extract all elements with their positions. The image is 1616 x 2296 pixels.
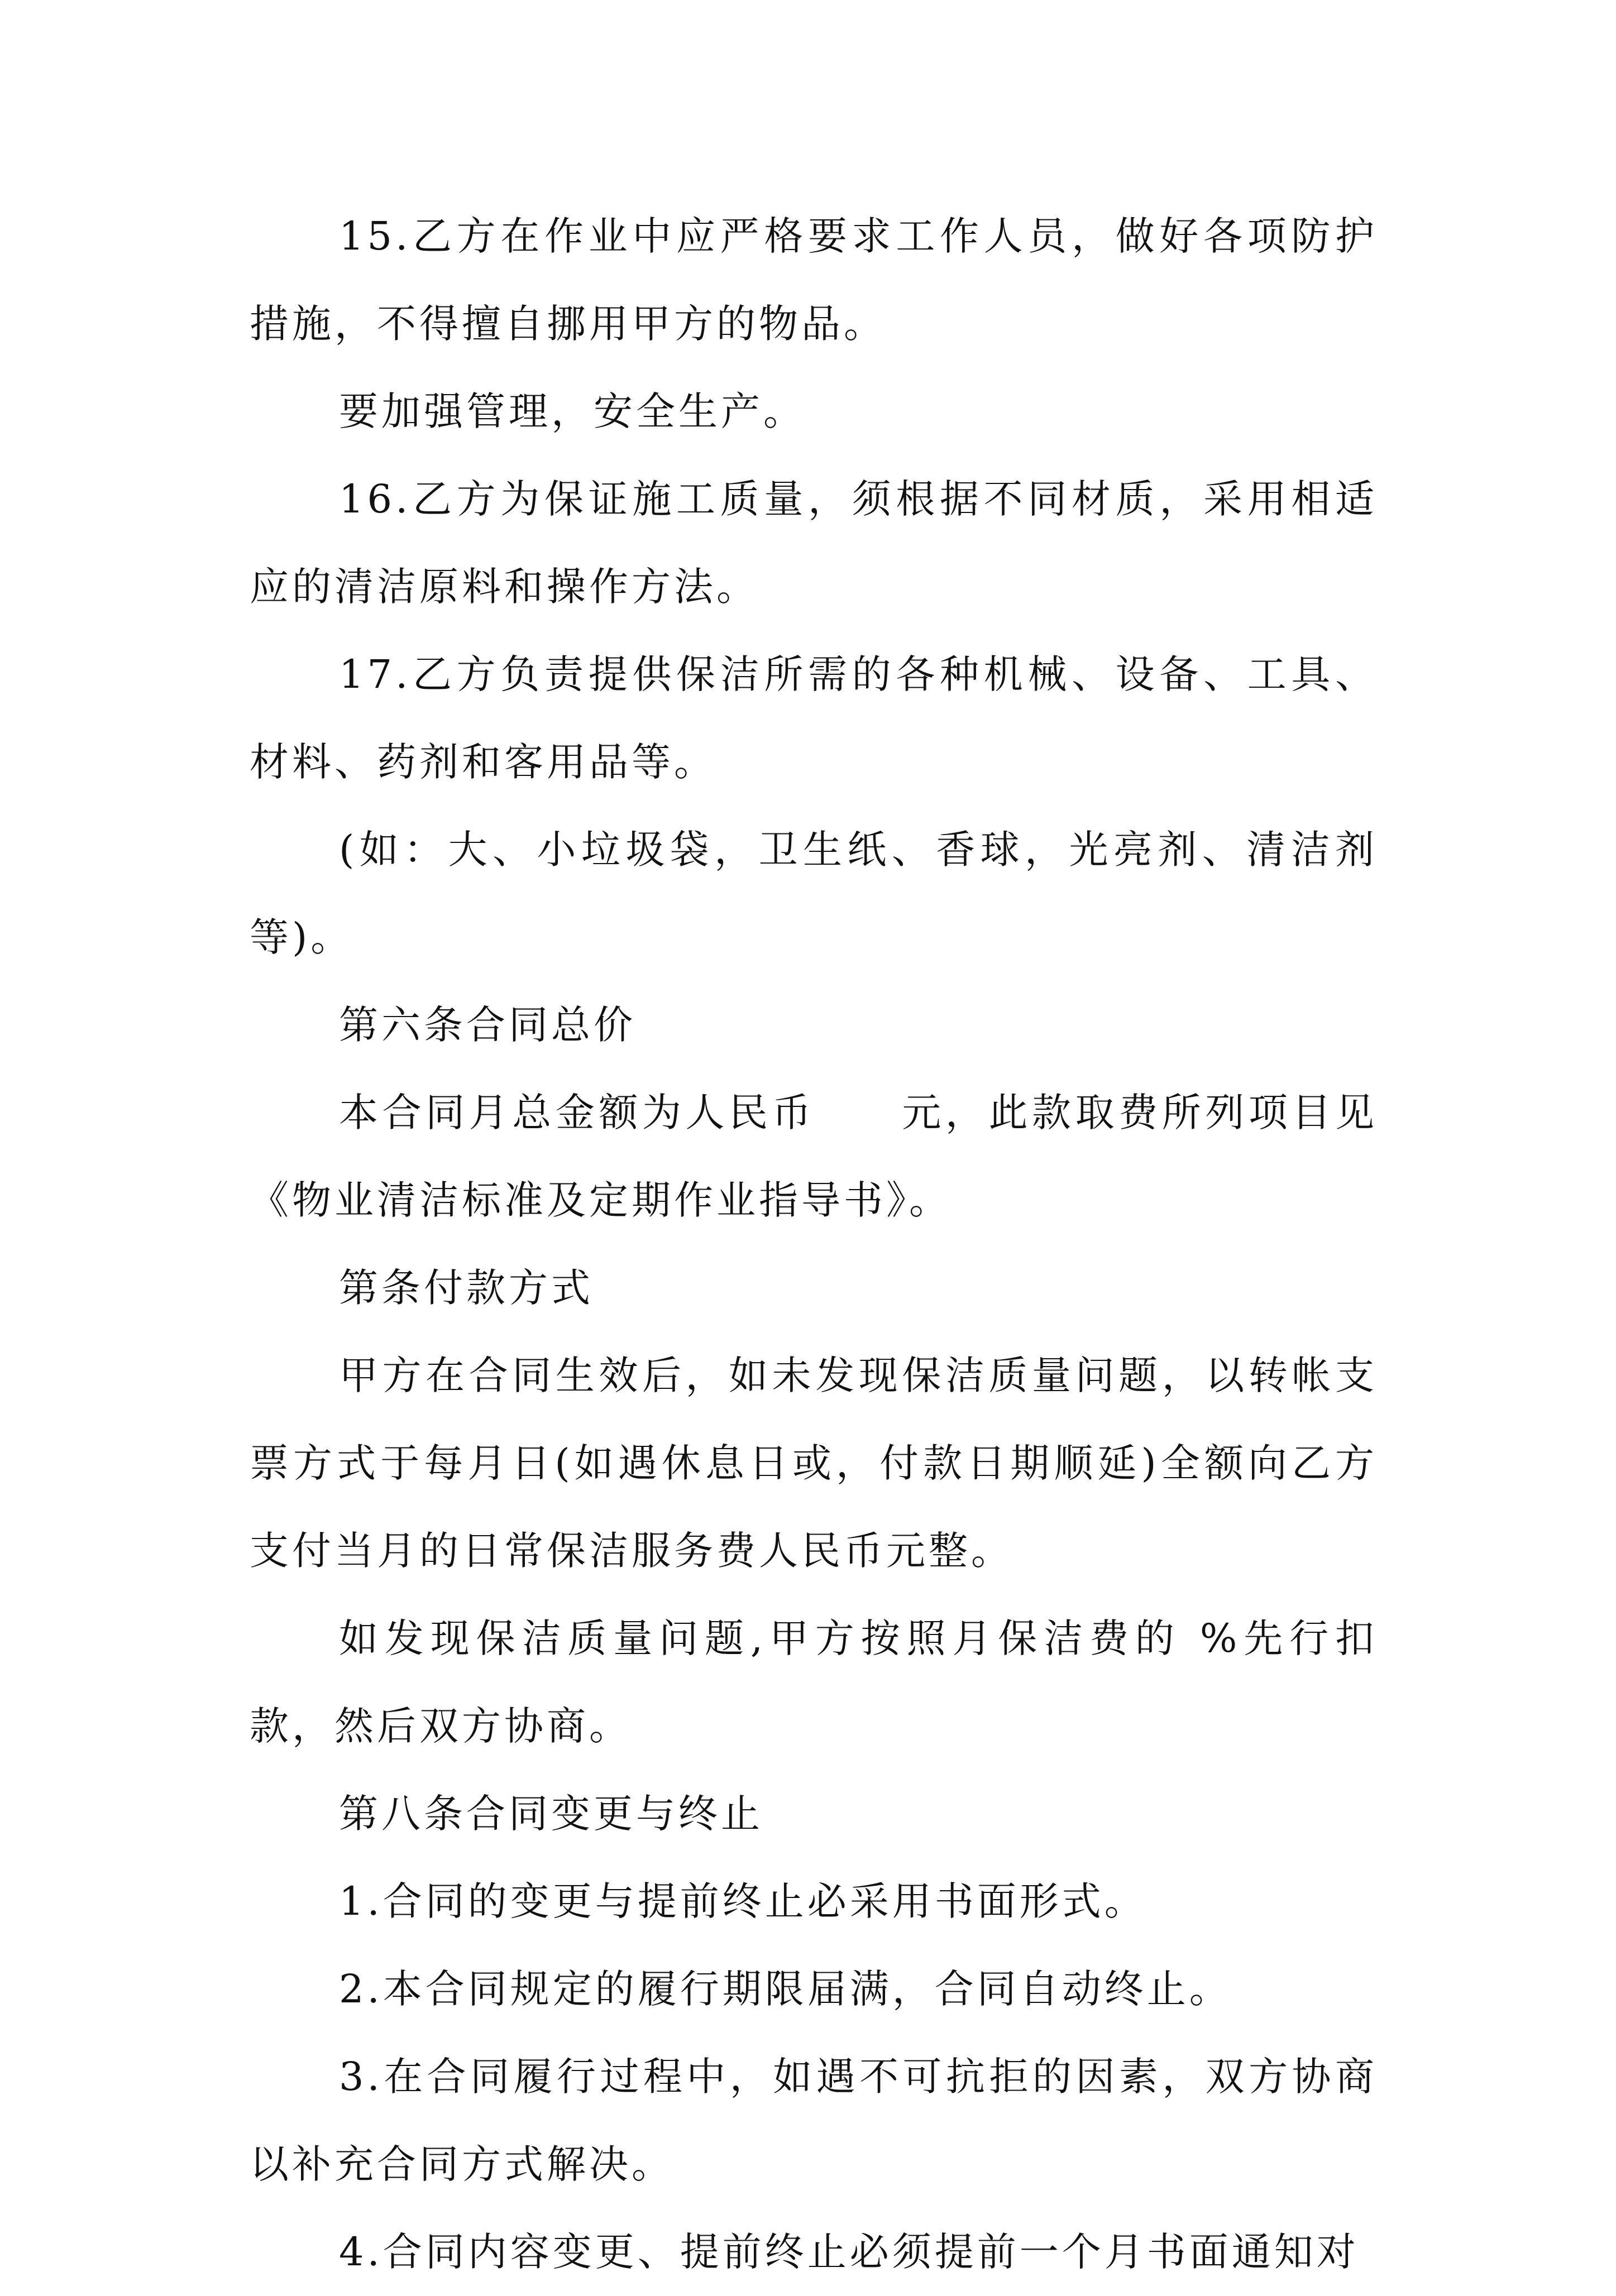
termination-item-4: 4.合同内容变更、提前终止必须提前一个月书面通知对 [339,2229,1359,2275]
document-body [250,193,1378,2296]
management-safety-paragraph: 要加强管理，安全生产。 [339,389,806,434]
clause-15-paragraph: 15.乙方在作业中应严格要求工作人员，做好各项防护措施，不得擅自挪用甲方的物品。 [250,213,1378,347]
termination-item-3: 3.在合同履行过程中，如遇不可抗拒的因素，双方协商以补充合同方式解决。 [250,2054,1378,2187]
clause-16-paragraph: 16.乙方为保证施工质量，须根据不同材质，采用相适应的清洁原料和操作方法。 [250,476,1378,610]
termination-item-2: 2.本合同规定的履行期限届满，合同自动终止。 [339,1966,1232,2012]
termination-item-1: 1.合同的变更与提前终止必采用书面形式。 [339,1878,1147,1924]
total-price-paragraph: 本合同月总金额为人民币 元，此款取费所列项目见《物业清洁标准及定期作业指导书》。 [250,1090,1378,1223]
deduction-paragraph: 如发现保洁质量问题,甲方按照月保洁费的 %先行扣款，然后双方协商。 [250,1616,1378,1749]
article-6-heading: 第六条合同总价 [339,1002,636,1048]
article-8-heading: 第八条合同变更与终止 [339,1791,763,1837]
clause-17-paragraph: 17.乙方负责提供保洁所需的各种机械、设备、工具、材料、药剂和客用品等。 [250,651,1378,785]
supplies-examples-paragraph: (如：大、小垃圾袋，卫生纸、香球，光亮剂、清洁剂等)。 [250,827,1378,960]
payment-terms-paragraph: 甲方在合同生效后，如未发现保洁质量问题，以转帐支票方式于每月日(如遇休息日或，付款日期顺延)全额向乙方支付当月的日常保洁服务费人民币元整。 [250,1353,1378,1574]
payment-method-heading: 第条付款方式 [339,1265,594,1311]
